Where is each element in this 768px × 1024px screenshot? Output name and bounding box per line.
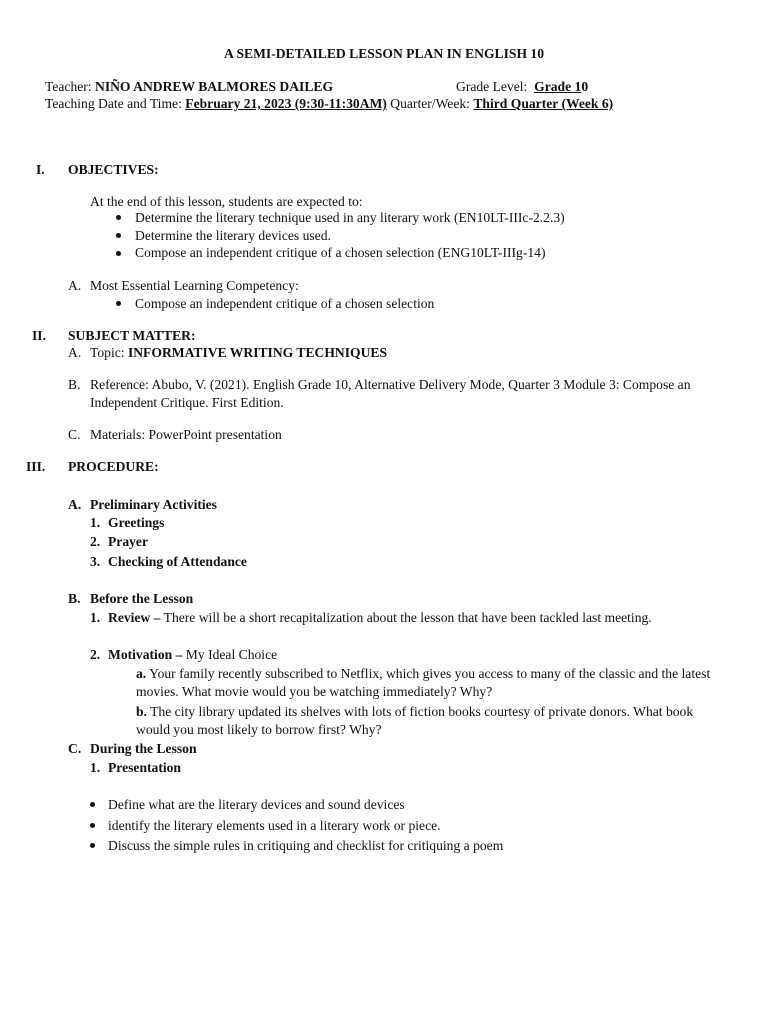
presentation-num: 1. bbox=[90, 760, 101, 775]
motivation-b-line-1 bbox=[136, 705, 693, 719]
quarter-value: Third Quarter (Week 6) bbox=[473, 96, 614, 111]
bullet-icon bbox=[116, 301, 121, 306]
date-quarter-line bbox=[45, 97, 613, 111]
section-numeral-objectives: I. bbox=[36, 162, 45, 177]
preliminary-item: Checking of Attendance bbox=[108, 554, 247, 569]
quarter-label: Quarter/Week: bbox=[390, 96, 470, 111]
grade-level-label: Grade Level: bbox=[456, 79, 528, 94]
topic-letter: A. bbox=[68, 345, 82, 360]
topic-value: INFORMATIVE WRITING TECHNIQUES bbox=[127, 345, 388, 360]
presentation-item: identify the literary elements used in a literary work or piece. bbox=[108, 818, 441, 833]
topic-line bbox=[90, 346, 387, 360]
grade-level-value: Grade 1 bbox=[534, 79, 582, 94]
bullet-icon bbox=[90, 823, 95, 828]
motivation-a-label: a. bbox=[136, 666, 147, 681]
objective-item: Compose an independent critique of a chosen selection (ENG10LT-IIIg-14) bbox=[135, 245, 546, 260]
bullet-icon bbox=[116, 233, 121, 238]
during-heading: During the Lesson bbox=[90, 741, 197, 756]
motivation-b-line-2: would you most likely to borrow first? Why? bbox=[136, 722, 382, 737]
teacher-name: NIÑO ANDREW BALMORES DAILEG bbox=[95, 79, 334, 94]
bullet-icon bbox=[116, 215, 121, 220]
motivation-num: 2. bbox=[90, 647, 101, 662]
melc-letter: A. bbox=[68, 278, 82, 293]
page-title: A SEMI-DETAILED LESSON PLAN IN ENGLISH 10 bbox=[223, 46, 545, 61]
presentation-item: Discuss the simple rules in critiquing and checklist for critiquing a poem bbox=[108, 838, 504, 853]
motivation-text: My Ideal Choice bbox=[185, 647, 278, 662]
section-numeral-procedure: III. bbox=[26, 459, 46, 474]
section-heading-objectives: OBJECTIVES: bbox=[68, 162, 159, 177]
materials-line: Materials: PowerPoint presentation bbox=[90, 427, 282, 442]
objective-item: Determine the literary devices used. bbox=[135, 228, 331, 243]
motivation-b-text: The city library updated its shelves with lots of fiction books courtesy of private donors. What book bbox=[150, 704, 694, 719]
preliminary-letter: A. bbox=[68, 497, 82, 512]
review-line bbox=[108, 611, 652, 625]
melc-label: Most Essential Learning Competency: bbox=[90, 278, 299, 293]
bullet-icon bbox=[116, 251, 121, 256]
reference-letter: B. bbox=[68, 377, 81, 392]
before-heading: Before the Lesson bbox=[90, 591, 194, 606]
review-text: There will be a short recapitalization about the lesson that have been tackled last meeting. bbox=[163, 610, 652, 625]
melc-item: Compose an independent critique of a chosen selection bbox=[135, 296, 435, 311]
reference-line-1: Reference: Abubo, V. (2021). English Grade 10, Alternative Delivery Mode, Quarter 3 Module 3: Compose an bbox=[90, 377, 691, 392]
date-label: Teaching Date and Time: bbox=[45, 96, 182, 111]
topic-label: Topic: bbox=[90, 345, 125, 360]
date-value: February 21, 2023 (9:30-11:30AM) bbox=[185, 96, 387, 111]
objective-item: Determine the literary technique used in any literary work (EN10LT-IIIc-2.2.3) bbox=[135, 210, 565, 225]
review-num: 1. bbox=[90, 610, 101, 625]
motivation-a-text: Your family recently subscribed to Netflix, which gives you access to many of the classic and the latest bbox=[149, 666, 711, 681]
preliminary-heading: Preliminary Activities bbox=[90, 497, 217, 512]
during-letter: C. bbox=[68, 741, 82, 756]
motivation-a-line-2: movies. What movie would you be watching immediately? Why? bbox=[136, 684, 493, 699]
section-heading-procedure: PROCEDURE: bbox=[68, 459, 159, 474]
grade-level-value-rest: 0 bbox=[581, 79, 589, 94]
section-heading-subject-matter: SUBJECT MATTER: bbox=[68, 328, 196, 343]
preliminary-num: 3. bbox=[90, 554, 101, 569]
motivation-label: Motivation – bbox=[108, 647, 183, 662]
reference-line-2: Independent Critique. First Edition. bbox=[90, 395, 284, 410]
teacher-label: Teacher: bbox=[45, 79, 92, 94]
bullet-icon bbox=[90, 843, 95, 848]
preliminary-item: Greetings bbox=[108, 515, 165, 530]
preliminary-num: 1. bbox=[90, 515, 101, 530]
before-letter: B. bbox=[68, 591, 81, 606]
review-label: Review – bbox=[108, 610, 161, 625]
motivation-line bbox=[108, 648, 277, 662]
preliminary-item: Prayer bbox=[108, 534, 148, 549]
bullet-icon bbox=[90, 802, 95, 807]
grade-level-line bbox=[456, 80, 588, 94]
objectives-intro: At the end of this lesson, students are expected to: bbox=[90, 194, 363, 209]
presentation-label: Presentation bbox=[108, 760, 181, 775]
motivation-a-line-1 bbox=[136, 667, 710, 681]
presentation-item: Define what are the literary devices and sound devices bbox=[108, 797, 405, 812]
motivation-b-label: b. bbox=[136, 704, 147, 719]
teacher-line bbox=[45, 80, 333, 94]
section-numeral-subject-matter: II. bbox=[32, 328, 46, 343]
materials-letter: C. bbox=[68, 427, 81, 442]
preliminary-num: 2. bbox=[90, 534, 101, 549]
